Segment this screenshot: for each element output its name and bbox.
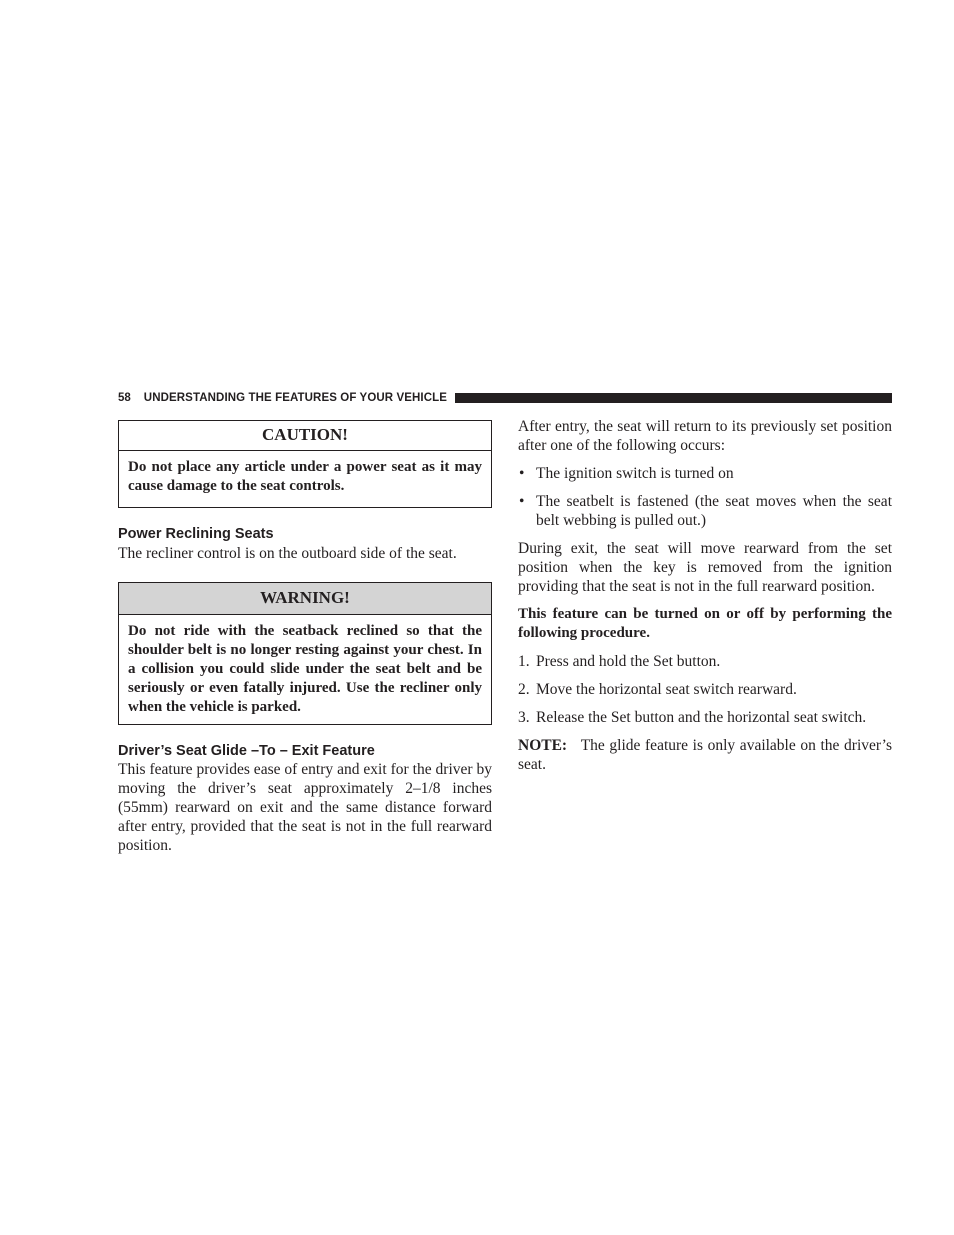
warning-heading: WARNING! [119, 583, 491, 615]
step-text: Release the Set button and the horizontal seat switch. [536, 709, 867, 726]
seat-glide-heading: Driver’s Seat Glide –To – Exit Feature [118, 743, 375, 759]
caution-heading: CAUTION! [119, 421, 491, 451]
list-item [518, 680, 892, 699]
left-column [118, 420, 492, 855]
bullet-text: The ignition switch is turned on [536, 465, 734, 482]
list-item [518, 492, 892, 530]
step-number: 3. [518, 709, 530, 726]
chapter-title: UNDERSTANDING THE FEATURES OF YOUR VEHICLE [143, 392, 448, 404]
power-reclining-heading: Power Reclining Seats [118, 526, 274, 542]
note-label: NOTE: [518, 737, 568, 754]
list-item [518, 708, 892, 727]
step-number: 2. [518, 681, 530, 698]
page-header [118, 390, 892, 406]
note-text: The glide feature is only available on the driver’s seat. [518, 737, 892, 773]
power-reclining-text: The recliner control is on the outboard side of the seat. [118, 545, 457, 562]
bullet-text: The seatbelt is fastened (the seat moves when the seat belt webbing is pulled out.) [536, 493, 892, 529]
bullet-icon: • [519, 465, 525, 482]
note-paragraph [518, 736, 892, 774]
bullet-icon: • [519, 493, 525, 510]
procedure-intro: This feature can be turned on or off by performing the following procedure. [518, 606, 892, 641]
header-rule [455, 393, 892, 403]
page-number: 58 [118, 392, 131, 404]
entry-intro: After entry, the seat will return to its previously set position after one of the following occurs: [518, 418, 892, 454]
caution-text: Do not place any article under a power seat as it may cause damage to the seat controls. [128, 459, 482, 494]
exit-text: During exit, the seat will move rearward from the set position when the key is removed from the ignition providing that the seat is not in the full rearward position. [518, 540, 892, 595]
step-text: Move the horizontal seat switch rearward. [536, 681, 797, 698]
caution-box [118, 420, 492, 508]
step-number: 1. [518, 653, 530, 670]
list-item [518, 652, 892, 671]
step-text: Press and hold the Set button. [536, 653, 721, 670]
warning-text: Do not ride with the seatback reclined so that the shoulder belt is no longer resting against your chest. In a collision you could slide under the seat belt and be seriously or even fatally injured. Use the recliner only when the vehicle is parked. [128, 623, 482, 715]
warning-box [118, 582, 492, 725]
list-item [518, 464, 892, 483]
right-column [518, 417, 892, 774]
seat-glide-text: This feature provides ease of entry and exit for the driver by moving the driver’s seat approximately 2–1/8 inches (55mm) rearward on exit and the same distance forward after entry, provided that the seat is not in the full rearward position. [118, 761, 492, 854]
